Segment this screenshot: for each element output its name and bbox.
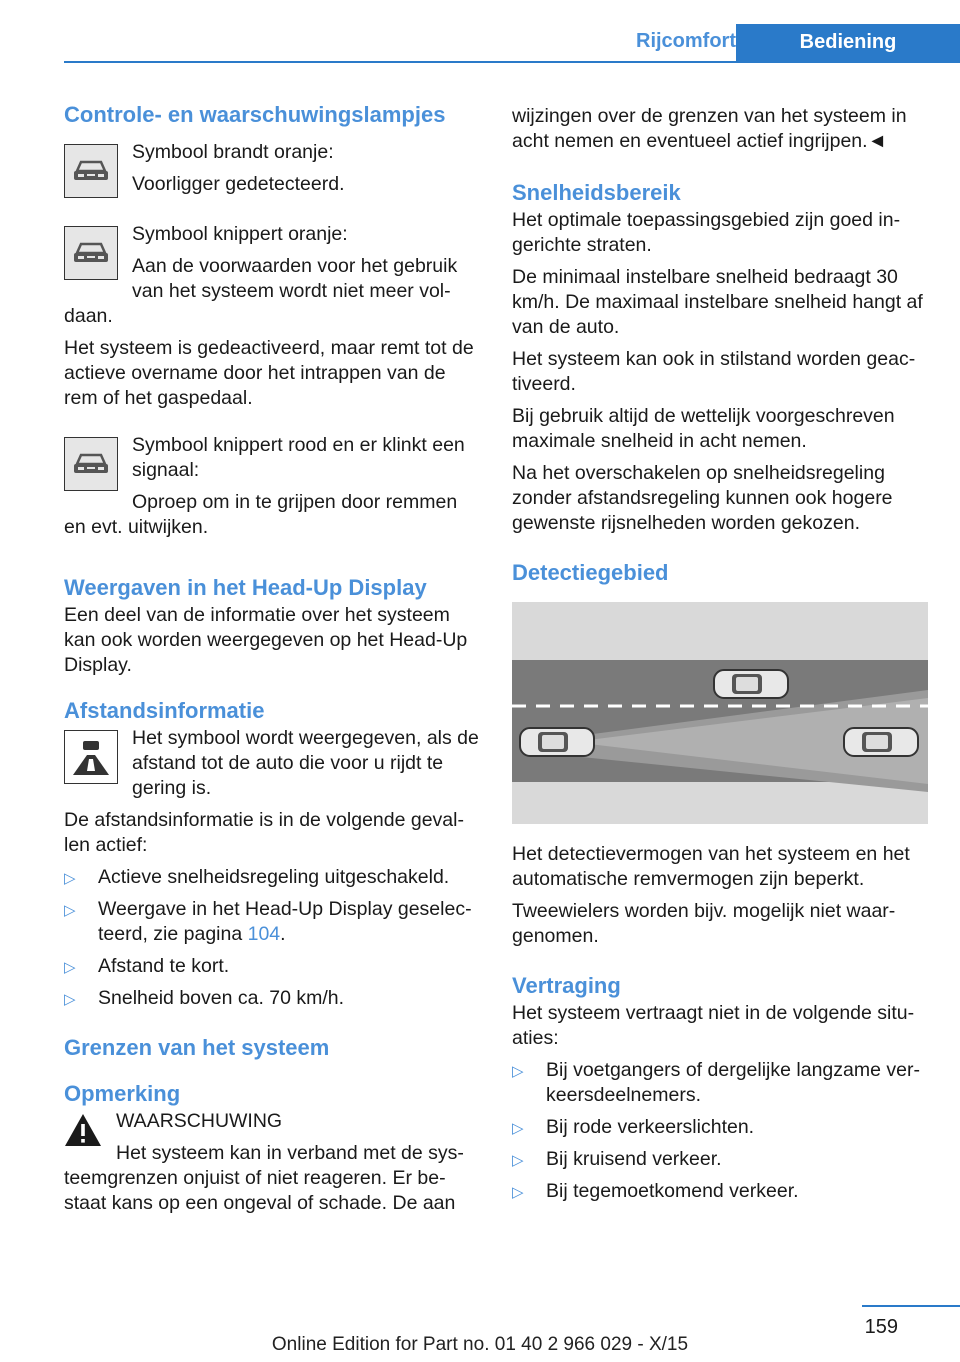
heading-detection-area: Detectiegebied (512, 560, 669, 585)
page-link[interactable]: 104 (247, 923, 281, 945)
ind3-line2: Oproep om in te grijpen door remmen en evt. uitwijken. (64, 491, 458, 538)
triangle-bullet-icon: ▷ (512, 1063, 524, 1080)
right-column (512, 104, 928, 1211)
page-number: 159 (864, 1316, 898, 1338)
car-indicator-icon (64, 226, 118, 280)
heading-deceleration: Vertraging (512, 973, 621, 998)
detect-paragraph-2: Tweewielers worden bijv. mogelijk niet waargenomen. (512, 900, 896, 947)
delay-conditions-list (512, 1058, 928, 1204)
distance-conditions-list (64, 865, 480, 1011)
heading-control-lamps: Controle- en waarschuwingslampjes (64, 102, 446, 127)
ind1-line2: Voorligger gedetecteerd. (132, 173, 345, 195)
warning-continuation: wijzingen over de grenzen van het systeem in acht nemen en eventueel actief ingrijpen.◄ (512, 105, 907, 152)
indicator-red-flashing (64, 433, 480, 547)
triangle-bullet-icon: ▷ (64, 870, 76, 887)
speed-paragraph-3: Het systeem kan ook in stilstand worden geactiveerd. (512, 348, 916, 395)
triangle-bullet-icon: ▷ (64, 902, 76, 919)
footer-rule (862, 1305, 960, 1307)
indicator-orange-flashing (64, 222, 480, 336)
warning-triangle-icon (64, 1113, 102, 1147)
distance-paragraph-2: De afstandsinformatie is in de volgende gevallen actief: (64, 809, 464, 856)
ind2-line2: Aan de voorwaarden voor het gebruik van het systeem wordt niet meer voldaan. (64, 255, 458, 327)
hud-paragraph: Een deel van de informatie over het systeem kan ook worden weergegeven op het Head-Up Display. (64, 604, 468, 676)
triangle-bullet-icon: ▷ (512, 1184, 524, 1201)
car-front (714, 670, 788, 698)
heading-hud: Weergaven in het Head-Up Display (64, 575, 427, 600)
chapter-tab[interactable]: Bediening (736, 24, 960, 61)
page-header (0, 24, 960, 62)
speed-paragraph-4: Bij gebruik altijd de wettelijk voorgeschreven maximale snelheid in acht nemen. (512, 405, 895, 452)
header-rule (64, 61, 960, 63)
distance-info-block (64, 726, 480, 808)
list-item: ▷ Bij voetgangers of dergelijke langzame verkeersdeelnemers. (512, 1059, 920, 1106)
heading-note: Opmerking (64, 1081, 181, 1106)
delay-paragraph: Het systeem vertraagt niet in de volgende situaties: (512, 1002, 915, 1049)
ind1-line1: Symbool brandt oranje: (132, 141, 334, 163)
detection-area-figure (512, 602, 928, 824)
distance-warning-icon (64, 730, 118, 784)
triangle-bullet-icon: ▷ (512, 1120, 524, 1137)
ind3-line1: Symbool knippert rood en er klinkt een signaal: (132, 434, 465, 481)
section-tab[interactable]: Rijcomfort (636, 30, 736, 52)
car-own (520, 728, 594, 756)
detect-paragraph-1: Het detectievermogen van het systeem en het automatische remvermogen zijn beperkt. (512, 843, 910, 890)
list-item: ▷ Afstand te kort. (64, 954, 480, 979)
speed-paragraph-5: Na het overschakelen op snelheidsregeling zonder afstandsregeling kunnen ook hogere gewenste rijsnelheden worden gekozen. (512, 462, 893, 534)
list-item: ▷ Weergave in het Head-Up Display geselecteerd, zie pagina 104. (64, 898, 472, 945)
triangle-bullet-icon: ▷ (512, 1152, 524, 1169)
edition-note: Online Edition for Part no. 01 40 2 966 029 - X/15 (271, 1334, 689, 1355)
list-item: ▷ Bij tegemoetkomend verkeer. (512, 1179, 928, 1204)
list-item: ▷ Bij kruisend verkeer. (512, 1147, 928, 1172)
list-item: ▷ Snelheid boven ca. 70 km/h. (64, 986, 480, 1011)
warning-text: Het systeem kan in verband met de systeemgrenzen onjuist of niet reageren. Er bestaat kans op een ongeval of schade. De aan (64, 1142, 464, 1214)
list-item: ▷ Actieve snelheidsregeling uitgeschakeld. (64, 865, 480, 890)
heading-speed-range: Snelheidsbereik (512, 180, 681, 205)
triangle-bullet-icon: ▷ (64, 959, 76, 976)
triangle-bullet-icon: ▷ (64, 991, 76, 1008)
ind2-line3: Het systeem is gedeactiveerd, maar remt tot de actieve overname door het intrappen van de rem of het gaspedaal. (64, 337, 474, 409)
speed-paragraph-2: De minimaal instelbare snelheid bedraagt 30 km/h. De maximaal instelbare snelheid hangt af van de auto. (512, 266, 923, 338)
car-ahead (844, 728, 918, 756)
heading-distance-info: Afstandsinformatie (64, 698, 265, 723)
left-column (64, 100, 480, 1223)
speed-paragraph-1: Het optimale toepassingsgebied zijn goed ingerichte straten. (512, 209, 901, 256)
car-indicator-icon (64, 144, 118, 198)
heading-system-limits: Grenzen van het systeem (64, 1035, 330, 1060)
warning-block (64, 1109, 480, 1223)
ind2-line1: Symbool knippert oranje: (132, 223, 348, 245)
car-indicator-icon (64, 437, 118, 491)
warning-title: WAARSCHUWING (116, 1110, 283, 1132)
list-item: ▷ Bij rode verkeerslichten. (512, 1115, 928, 1140)
indicator-orange-steady (64, 140, 480, 204)
road-illustration (512, 602, 928, 824)
distance-paragraph-1: Het symbool wordt weergegeven, als de afstand tot de auto die voor u rijdt te gering is. (132, 727, 479, 799)
